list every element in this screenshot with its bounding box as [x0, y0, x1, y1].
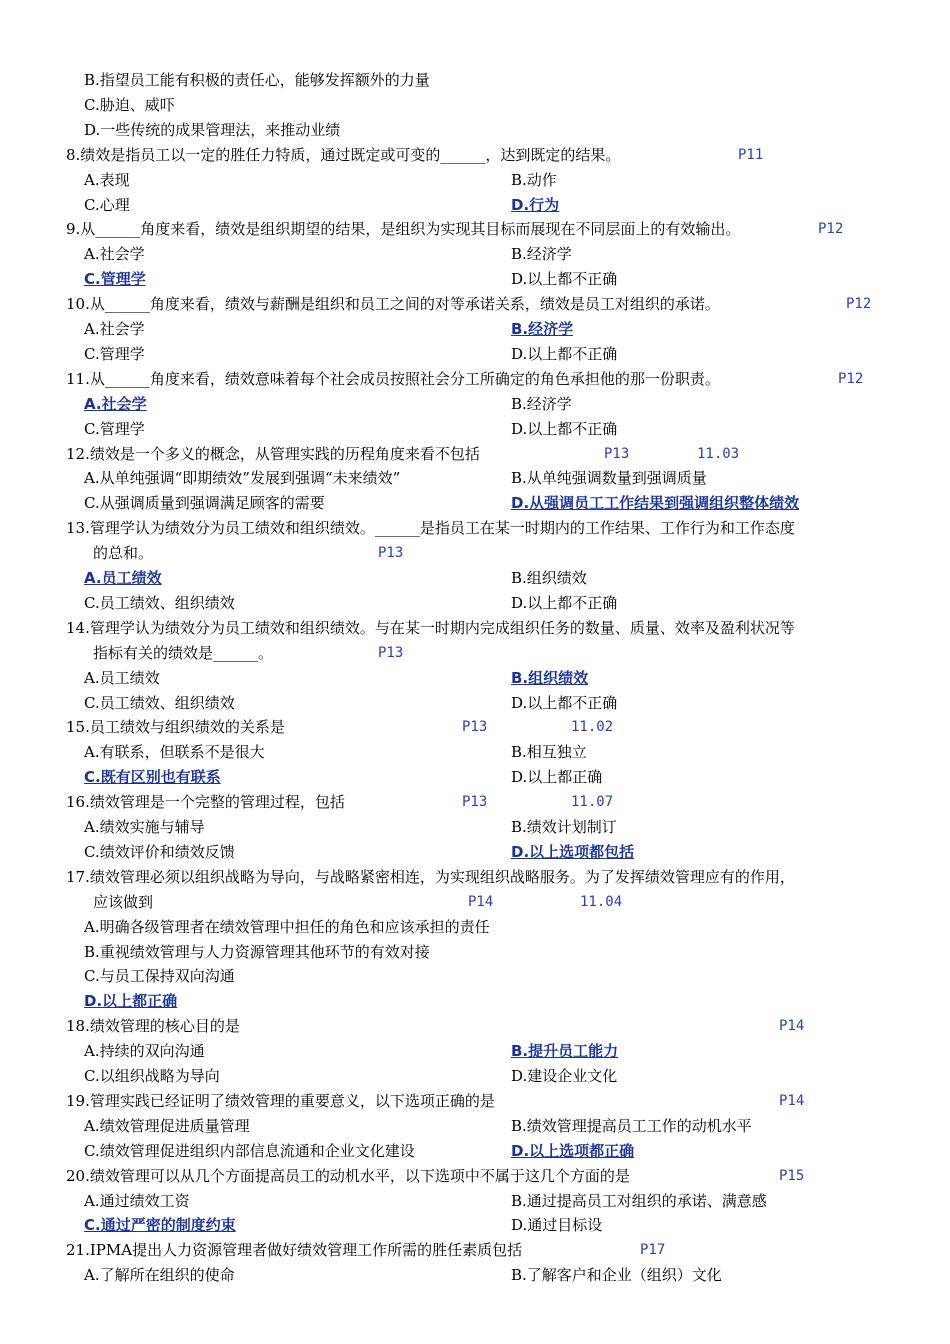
answer-option: B.动作 [511, 171, 557, 189]
correct-answer-option: D.以上选项都正确 [511, 1142, 635, 1160]
correct-answer-option: D.以上都正确 [84, 992, 178, 1010]
answer-option: A.表现 [84, 171, 130, 189]
page-reference: P12 [838, 371, 864, 387]
question-text: 12.绩效是一个多义的概念，从管理实践的历程角度来看不包括 [66, 445, 480, 463]
answer-option: D.以上都不正确 [511, 594, 618, 612]
answer-option: B.相互独立 [511, 743, 587, 761]
answer-option: C.以组织战略为导向 [84, 1067, 220, 1085]
question-text: 9.从______角度来看，绩效是组织期望的结果，是组织为实现其目标而展现在不同层面上的有效输出。 [66, 220, 741, 238]
correct-answer-option: A.员工绩效 [84, 569, 162, 587]
answer-option: C.员工绩效、组织绩效 [84, 694, 235, 712]
question-text: 10.从______角度来看，绩效与薪酬是组织和员工之间的对等承诺关系，绩效是员工对组织的承诺。 [66, 295, 720, 313]
answer-option: A.社会学 [84, 245, 145, 263]
page-reference: P12 [846, 296, 872, 312]
page-reference: P13 [462, 794, 488, 810]
page-reference: P12 [818, 221, 844, 237]
answer-option: A.有联系，但联系不是很大 [84, 743, 265, 761]
correct-answer-option: C.通过严密的制度约束 [84, 1216, 236, 1234]
answer-option: D.建设企业文化 [511, 1067, 618, 1085]
answer-option: C.心理 [84, 196, 130, 214]
answer-option: A.持续的双向沟通 [84, 1042, 205, 1060]
page-reference: P11 [738, 147, 764, 163]
answer-option: A.绩效实施与辅导 [84, 818, 205, 836]
question-text: 18.绩效管理的核心目的是 [66, 1017, 240, 1035]
answer-option: B.绩效计划制订 [511, 818, 617, 836]
page-reference: P14 [779, 1018, 805, 1034]
answer-option: A.明确各级管理者在绩效管理中担任的角色和应该承担的责任 [84, 918, 490, 936]
answer-option: B.重视绩效管理与人力资源管理其他环节的有效对接 [84, 943, 430, 961]
answer-option: D.以上都正确 [511, 768, 603, 786]
answer-option: A.员工绩效 [84, 669, 160, 687]
page-reference: P13 [378, 545, 404, 561]
question-text-continued: 指标有关的绩效是______。 [93, 644, 274, 662]
exam-date-reference: 11.02 [571, 719, 614, 735]
answer-option: B.经济学 [511, 245, 572, 263]
answer-option: D.通过目标设 [511, 1216, 603, 1234]
question-text-continued: 应该做到 [93, 893, 154, 911]
question-text-continued: 的总和。 [93, 544, 154, 562]
question-text: 11.从______角度来看，绩效意味着每个社会成员按照社会分工所确定的角色承担他的那一份职责。 [66, 370, 720, 388]
question-text: 19.管理实践已经证明了绩效管理的重要意义，以下选项正确的是 [66, 1092, 495, 1110]
correct-answer-option: B.经济学 [511, 320, 574, 338]
question-text: 13.管理学认为绩效分为员工绩效和组织绩效。______是指员工在某一时期内的工作结果、工作行为和工作态度 [66, 519, 795, 537]
answer-option: C.从强调质量到强调满足顾客的需要 [84, 494, 325, 512]
page-reference: P14 [779, 1093, 805, 1109]
answer-option: A.了解所在组织的使命 [84, 1266, 235, 1284]
exam-date-reference: 11.03 [697, 446, 740, 462]
page-reference: P17 [640, 1242, 666, 1258]
answer-option: B.了解客户和企业（组织）文化 [511, 1266, 722, 1284]
correct-answer-option: B.组织绩效 [511, 669, 589, 687]
answer-option: B.指望员工能有积极的责任心，能够发挥额外的力量 [84, 71, 430, 89]
answer-option: C.绩效评价和绩效反馈 [84, 843, 235, 861]
answer-option: B.组织绩效 [511, 569, 587, 587]
question-text: 8.绩效是指员工以一定的胜任力特质，通过既定或可变的______，达到既定的结果。 [66, 146, 621, 164]
question-text: 17.绩效管理必须以组织战略为导向，与战略紧密相连，为实现组织战略服务。为了发挥绩效管理应有的作用， [66, 868, 795, 886]
answer-option: D.一些传统的成果管理法，来推动业绩 [84, 121, 341, 139]
page-reference: P13 [378, 645, 404, 661]
answer-option: D.以上都不正确 [511, 345, 618, 363]
correct-answer-option: A.社会学 [84, 395, 147, 413]
answer-option: C.管理学 [84, 420, 145, 438]
answer-option: A.从单纯强调“即期绩效”发展到强调“未来绩效” [84, 469, 401, 487]
answer-option: C.与员工保持双向沟通 [84, 967, 235, 985]
correct-answer-option: C.既有区别也有联系 [84, 768, 221, 786]
exam-date-reference: 11.04 [580, 894, 623, 910]
answer-option: D.以上都不正确 [511, 270, 618, 288]
question-text: 20.绩效管理可以从几个方面提高员工的动机水平，以下选项中不属于这几个方面的是 [66, 1167, 630, 1185]
correct-answer-option: D.行为 [511, 196, 560, 214]
answer-option: C.员工绩效、组织绩效 [84, 594, 235, 612]
correct-answer-option: C.管理学 [84, 270, 146, 288]
answer-option: A.社会学 [84, 320, 145, 338]
correct-answer-option: B.提升员工能力 [511, 1042, 619, 1060]
answer-option: B.经济学 [511, 395, 572, 413]
question-text: 15.员工绩效与组织绩效的关系是 [66, 718, 285, 736]
question-text: 16.绩效管理是一个完整的管理过程，包括 [66, 793, 345, 811]
page-reference: P13 [462, 719, 488, 735]
answer-option: A.通过绩效工资 [84, 1192, 190, 1210]
correct-answer-option: D.从强调员工工作结果到强调组织整体绩效 [511, 494, 800, 512]
answer-option: D.以上都不正确 [511, 420, 618, 438]
answer-option: C.绩效管理促进组织内部信息流通和企业文化建设 [84, 1142, 415, 1160]
page-reference: P14 [468, 894, 494, 910]
question-text: 14.管理学认为绩效分为员工绩效和组织绩效。与在某一时期内完成组织任务的数量、质量、效率及盈利状况等 [66, 619, 795, 637]
exam-date-reference: 11.07 [571, 794, 614, 810]
answer-option: B.绩效管理提高员工工作的动机水平 [511, 1117, 752, 1135]
answer-option: A.绩效管理促进质量管理 [84, 1117, 250, 1135]
answer-option: B.从单纯强调数量到强调质量 [511, 469, 707, 487]
answer-option: C.胁迫、威吓 [84, 96, 175, 114]
question-text: 21.IPMA提出人力资源管理者做好绩效管理工作所需的胜任素质包括 [66, 1241, 523, 1259]
answer-option: C.管理学 [84, 345, 145, 363]
answer-option: B.通过提高员工对组织的承诺、满意感 [511, 1192, 767, 1210]
page-reference: P15 [779, 1168, 805, 1184]
answer-option: D.以上都不正确 [511, 694, 618, 712]
correct-answer-option: D.以上选项都包括 [511, 843, 635, 861]
page-reference: P13 [604, 446, 630, 462]
